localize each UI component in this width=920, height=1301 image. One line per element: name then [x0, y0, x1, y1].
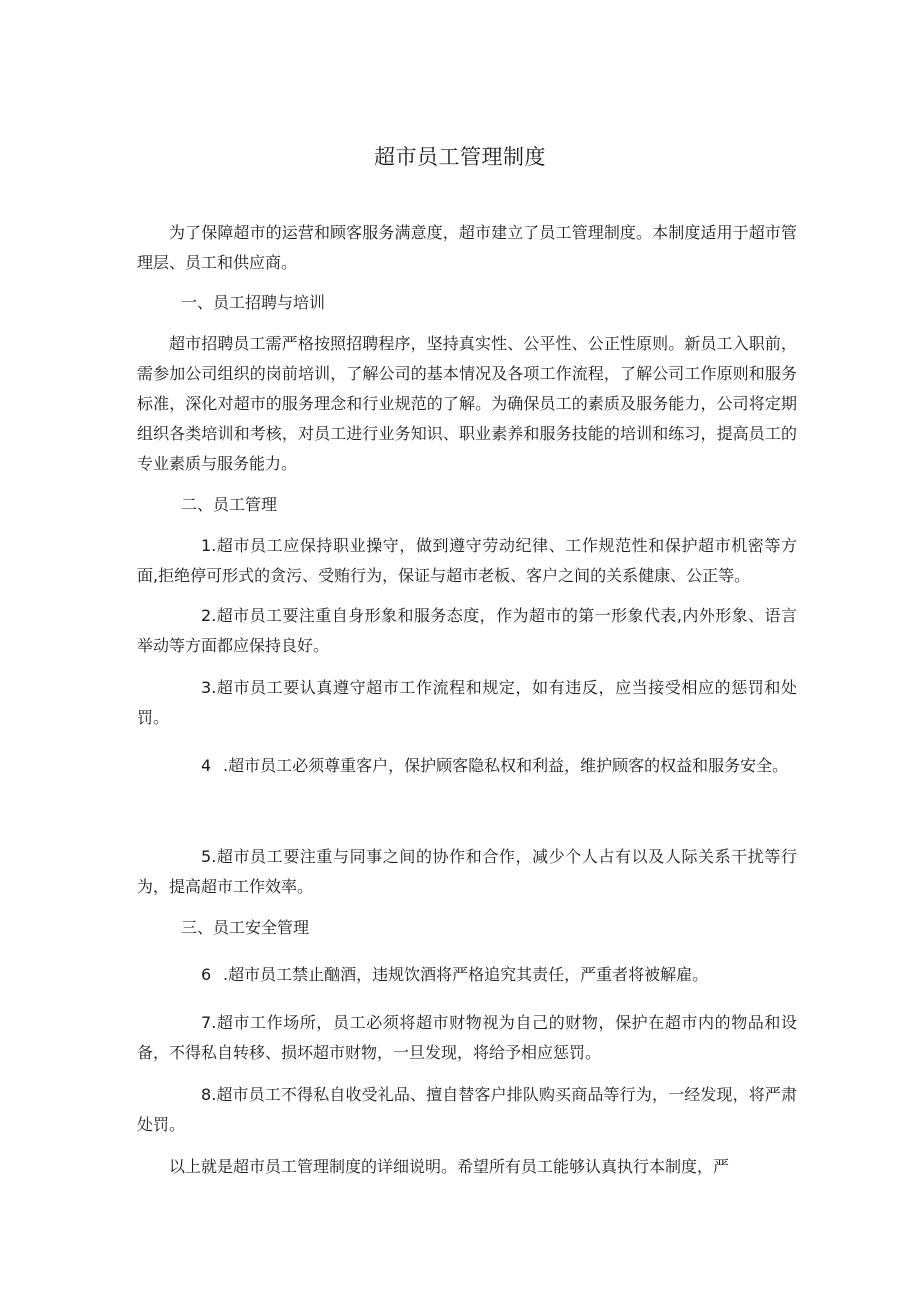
section-heading-safety: 三、员工安全管理 — [181, 918, 310, 937]
recruitment-text: 超市招聘员工需严格按照招聘程序，坚持真实性、公平性、公正性原则。新员工入职前，需参加公司组织的岗前培训，了解公司的基本情况及各项工作流程，了解公司工作原则和服务标准，深化对超市的服务理念和行业规范的了解。为确保员工的素质及服务能力，公司将定期组织各类培训和考核，对员工进行业务知识、职业素养和服务技能的培训和练习，提高员工的专业素质与服务能力。 — [137, 334, 797, 473]
list-item — [137, 673, 797, 733]
closing-paragraph — [137, 1152, 797, 1182]
list-item — [137, 960, 797, 990]
intro-text: 为了保障超市的运营和顾客服务满意度，超市建立了员工管理制度。本制度适用于超市管理层、员工和供应商。 — [137, 223, 797, 272]
item-text: .超市员工要认真遵守超市工作流程和规定，如有违反，应当接受相应的惩罚和处罚。 — [137, 678, 797, 727]
item-number: 2 — [201, 606, 212, 625]
list-item — [137, 745, 797, 787]
list-item — [137, 1080, 797, 1140]
item-text: .超市员工必须尊重客户，保护顾客隐私权和利益，维护顾客的权益和服务安全。 — [223, 756, 789, 775]
item-number: 7 — [201, 1013, 212, 1032]
item-number: 8 — [201, 1085, 212, 1104]
item-number: 6 — [201, 965, 212, 984]
section-heading-management: 二、员工管理 — [181, 495, 278, 514]
item-text: .超市员工应保持职业操守，做到遵守劳动纪律、工作规范性和保护超市机密等方面,拒绝停可形式的贪污、受贿行为，保证与超市老板、客户之间的关系健康、公正等。 — [137, 536, 797, 585]
item-text: .超市工作场所，员工必须将超市财物视为自己的财物，保护在超市内的物品和设备，不得私自转移、损坏超市财物，一旦发现，将给予相应惩罚。 — [137, 1013, 797, 1062]
recruitment-paragraph — [137, 329, 797, 479]
item-text: .超市员工禁止酗酒，违规饮酒将严格追究其责任，严重者将被解雇。 — [223, 965, 709, 984]
list-item — [137, 531, 797, 591]
item-number: 4 — [201, 756, 212, 775]
item-number: 1 — [201, 536, 212, 555]
item-number: 5 — [201, 847, 212, 866]
item-text: .超市员工不得私自收受礼品、擅自替客户排队购买商品等行为，一经发现，将严肃处罚。 — [137, 1085, 797, 1134]
list-item — [137, 601, 797, 661]
intro-paragraph — [137, 218, 797, 278]
item-number: 3 — [201, 678, 212, 697]
list-item — [137, 1008, 797, 1068]
page-title: 超市员工管理制度 — [374, 145, 546, 169]
item-text: .超市员工要注重自身形象和服务态度，作为超市的第一形象代表,内外形象、语言举动等方面都应保持良好。 — [137, 606, 797, 655]
section-heading-recruitment: 一、员工招聘与培训 — [181, 293, 326, 312]
closing-text: 以上就是超市员工管理制度的详细说明。希望所有员工能够认真执行本制度，严 — [169, 1157, 730, 1176]
list-item — [137, 842, 797, 902]
item-text: .超市员工要注重与同事之间的协作和合作，减少个人占有以及人际关系干扰等行为，提高超市工作效率。 — [137, 847, 797, 896]
